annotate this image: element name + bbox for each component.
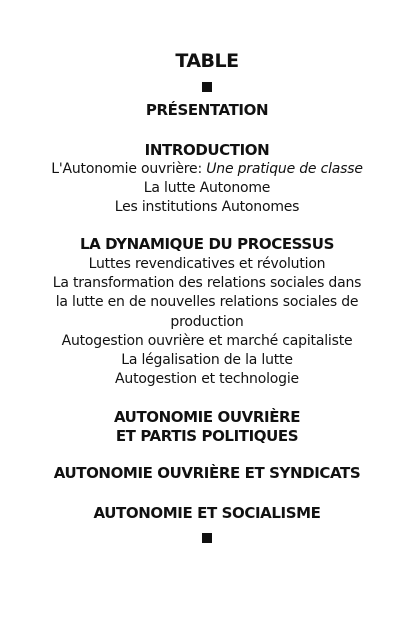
toc-heading-partis-line2: ET PARTIS POLITIQUES — [115, 427, 299, 445]
toc-heading-socialisme: AUTONOMIE ET SOCIALISME — [93, 504, 321, 522]
square-bullet-icon — [202, 533, 212, 543]
toc-item-autonomie-ouvriere — [0, 160, 414, 178]
toc-item-line: Autogestion ouvrière et marché capitaliste — [61, 333, 353, 349]
toc-heading-syndicats: AUTONOMIE OUVRIÈRE ET SYNDICATS — [53, 464, 361, 482]
toc-heading-dynamique: LA DYNAMIQUE DU PROCESSUS — [79, 235, 334, 253]
toc-item-text: L'Autonomie ouvrière: — [51, 161, 207, 177]
toc-item-institutions-autonomes: Les institutions Autonomes — [114, 199, 300, 215]
toc-item-lutte-autonome: La lutte Autonome — [143, 180, 271, 196]
toc-heading-introduction: INTRODUCTION — [144, 141, 270, 159]
toc-heading-partis-line1: AUTONOMIE OUVRIÈRE — [113, 408, 301, 426]
toc-item-line: production — [170, 314, 244, 330]
toc-item-line: la lutte en de nouvelles relations sociales de — [55, 294, 359, 310]
square-bullet-icon — [202, 82, 212, 92]
toc-heading-presentation: PRÉSENTATION — [145, 101, 269, 119]
page-title: TABLE — [175, 50, 239, 72]
toc-item-line: Luttes revendicatives et révolution — [88, 256, 326, 272]
toc-item-line: Autogestion et technologie — [115, 371, 299, 387]
toc-item-line: La légalisation de la lutte — [121, 352, 293, 368]
toc-item-line: La transformation des relations sociales dans — [52, 275, 362, 291]
toc-item-italic-text: Une pratique de classe — [206, 161, 363, 177]
